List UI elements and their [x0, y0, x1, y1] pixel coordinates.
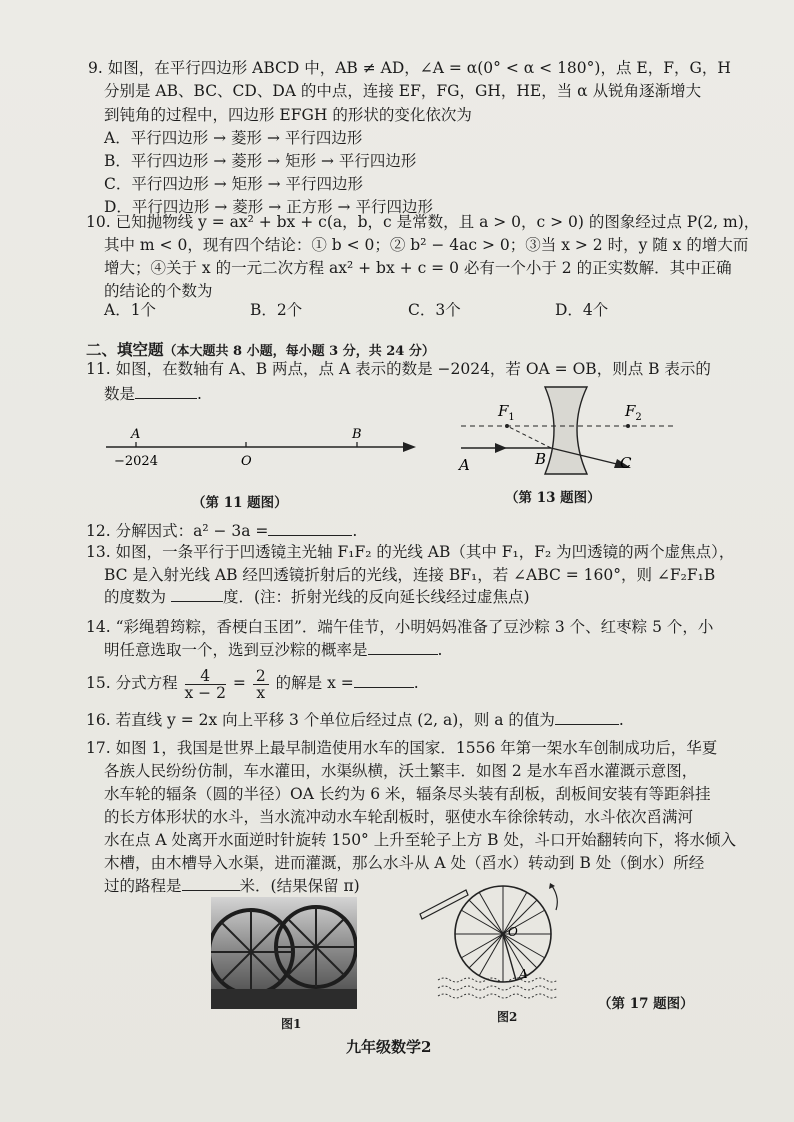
- q17-answer-blank[interactable]: [182, 876, 240, 891]
- q13-lens-figure: [455, 382, 680, 482]
- q15-line: 15. 分式方程 $\frac{4}{x - 2}$ = $\frac{2}{x}$ 的解是 x = .: [86, 666, 419, 702]
- q10-option-c: C．3个: [408, 301, 461, 319]
- photo-ground: [211, 989, 357, 1009]
- waterwheel-photo: [211, 897, 357, 1009]
- q13-line1: 13. 如图，一条平行于凹透镜主光轴 F₁F₂ 的光线 AB（其中 F₁，F₂ 为凹透镜的两个虚焦点），: [86, 543, 735, 561]
- q17-line7: [104, 876, 360, 896]
- label-f2: $F_2$: [625, 402, 642, 423]
- ray-ab-arrow: [495, 443, 507, 453]
- q15-answer-blank[interactable]: [354, 673, 414, 688]
- q10-option-d: D．4个: [555, 301, 609, 319]
- q15-prefix: 15. 分式方程: [86, 674, 178, 692]
- label-o: O: [508, 925, 518, 939]
- q9-option-a: A．平行四边形 → 菱形 → 平行四边形: [104, 129, 363, 147]
- rotation-arrowhead: [549, 883, 555, 889]
- waterwheel-diagram: [418, 872, 568, 1007]
- q17-line1: 17. 如图 1，我国是世界上最早制造使用水车的国家．1556 年第一架水车创制成功后，华夏: [86, 739, 718, 757]
- q15-equals: =: [232, 674, 246, 692]
- q16-answer-blank[interactable]: [555, 710, 619, 725]
- q15-fraction-right: [253, 668, 269, 701]
- q11-number-line-figure: [100, 418, 420, 476]
- water-trough: [420, 890, 468, 919]
- label-a: A: [519, 967, 528, 981]
- q17-caption: （第 17 题图）: [598, 996, 694, 1012]
- q9-line1: 9. 如图，在平行四边形 ABCD 中，AB ≠ AD，∠A = α(0° < α < 180°)，点 E，F，G，H: [88, 59, 731, 77]
- q11-line2: 数是 .: [104, 385, 202, 403]
- q17-line2: 各族人民纷纷仿制，车水灌田，水渠纵横，沃土繁丰．如图 2 是水车舀水灌溉示意图，: [104, 762, 698, 780]
- q15-fraction-left: [185, 668, 226, 701]
- q9-option-c: C．平行四边形 → 矩形 → 平行四边形: [104, 175, 364, 193]
- q11-caption: （第 11 题图）: [192, 495, 288, 511]
- q14-line1: 14. “彩绳碧筠粽，香梗白玉团”．端午佳节，小明妈妈准备了豆沙粽 3 个、红枣粽 5 个，小: [86, 618, 714, 636]
- q15-den1: x − 2: [184, 683, 226, 702]
- waterwheel-photo-drawing: [211, 897, 357, 1009]
- q12-answer-blank[interactable]: [268, 521, 352, 536]
- label-o: O: [241, 454, 252, 469]
- q15-num1: 4: [185, 668, 226, 685]
- q9-option-d: D．平行四边形 → 菱形 → 正方形 → 平行四边形: [104, 198, 433, 216]
- q17-line7-text: 过的路程是: [104, 877, 182, 895]
- concave-lens: [545, 387, 587, 474]
- label-a: A: [459, 456, 470, 474]
- q15-num2: 2: [253, 668, 269, 685]
- q16-line: 16. 若直线 y = 2x 向上平移 3 个单位后经过点 (2, a)，则 a 的值为 .: [86, 711, 624, 729]
- q11-line2-text: 数是: [104, 385, 136, 403]
- ray-bf1: [507, 426, 551, 448]
- q16-text: 16. 若直线 y = 2x 向上平移 3 个单位后经过点 (2, a)，则 a 的值为: [86, 711, 555, 729]
- label-f1: $F_1$: [498, 402, 515, 423]
- q15-den2: x: [256, 683, 266, 702]
- label-a: A: [131, 427, 141, 442]
- q10-line3: 增大；④关于 x 的一元二次方程 ax² + bx + c = 0 必有一个小于 2 的正实数解．其中正确: [104, 259, 732, 277]
- q14-answer-blank[interactable]: [368, 640, 438, 655]
- label-c: C: [620, 454, 632, 472]
- q10-line1: 10. 已知抛物线 y = ax² + bx + c(a，b，c 是常数，且 a > 0，c > 0) 的图象经过点 P(2, m)，: [86, 213, 760, 231]
- q13-line3-note: 度．(注：折射光线的反向延长线经过虚焦点): [222, 588, 530, 606]
- label-b: B: [352, 427, 362, 442]
- q12-line: 12. 分解因式：a² − 3a = .: [86, 522, 358, 540]
- q9-line2: 分别是 AB、BC、CD、DA 的中点，连接 EF，FG，GH，HE，当 α 从锐角逐渐增大: [104, 82, 702, 100]
- q9-line3: 到钝角的过程中，四边形 EFGH 的形状的变化依次为: [104, 106, 472, 124]
- q13-answer-blank[interactable]: [171, 587, 223, 602]
- q17-line6: 木槽，由木槽导入水渠，进而灌溉，那么水斗从 A 处（舀水）转动到 B 处（倒水）所经: [104, 854, 705, 872]
- number-line-arrow: [403, 442, 416, 452]
- q17-line5: 水在点 A 处离开水面逆时针旋转 150° 上升至轮子上方 B 处，斗口开始翻转向下，将水倾入: [104, 831, 736, 849]
- q15-suffix: 的解是 x =: [275, 674, 354, 692]
- q17-line3: 水车轮的辐条（圆的半径）OA 长约为 6 米，辐条尽头装有刮板，刮板间安装有等距斜挂: [104, 785, 711, 803]
- q17-line7-unit: 米．(结果保留 π): [239, 877, 360, 895]
- q13-caption: （第 13 题图）: [505, 490, 601, 506]
- q11-answer-blank[interactable]: [135, 384, 197, 399]
- q14-line2-text: 明任意选取一个，选到豆沙粽的概率是: [104, 641, 368, 659]
- q17-line4: 的长方体形状的水斗，当水流冲动水车轮刮板时，驱使水车徐徐转动，水斗依次舀满河: [104, 808, 694, 826]
- q13-line3-text: 的度数为: [104, 588, 167, 606]
- rotation-arrow: [552, 886, 557, 910]
- q10-line4: 的结论的个数为: [104, 282, 213, 300]
- q14-line2: 明任意选取一个，选到豆沙粽的概率是 .: [104, 641, 443, 659]
- q13-line3: [104, 587, 530, 607]
- label-b: B: [535, 450, 547, 468]
- page-footer: 九年级数学2: [346, 1038, 432, 1056]
- section-title: 二、填空题: [86, 340, 164, 359]
- q10-line2: 其中 m < 0，现有四个结论：① b < 0；② b² − 4ac > 0；③当 x > 2 时，y 随 x 的增大而: [104, 236, 749, 254]
- q12-text: 12. 分解因式：a² − 3a =: [86, 522, 269, 540]
- focus-f2: [626, 424, 630, 428]
- fig2-label: 图2: [497, 1010, 518, 1024]
- q9-option-b: B．平行四边形 → 菱形 → 矩形 → 平行四边形: [104, 152, 417, 170]
- focus-f1: [505, 424, 509, 428]
- label-minus-2024: −2024: [114, 454, 158, 469]
- q10-option-b: B．2个: [250, 301, 303, 319]
- q10-option-a: A．1个: [104, 301, 157, 319]
- q13-line2: BC 是入射光线 AB 经凹透镜折射后的光线，连接 BF₁，若 ∠ABC = 160°，则 ∠F₂F₁B: [104, 566, 716, 584]
- q11-line1: 11. 如图，在数轴有 A、B 两点，点 A 表示的数是 −2024，若 OA = OB，则点 B 表示的: [86, 360, 711, 378]
- section-note: （本大题共 8 小题，每小题 3 分，共 24 分）: [163, 344, 435, 359]
- fig1-label: 图1: [281, 1017, 302, 1031]
